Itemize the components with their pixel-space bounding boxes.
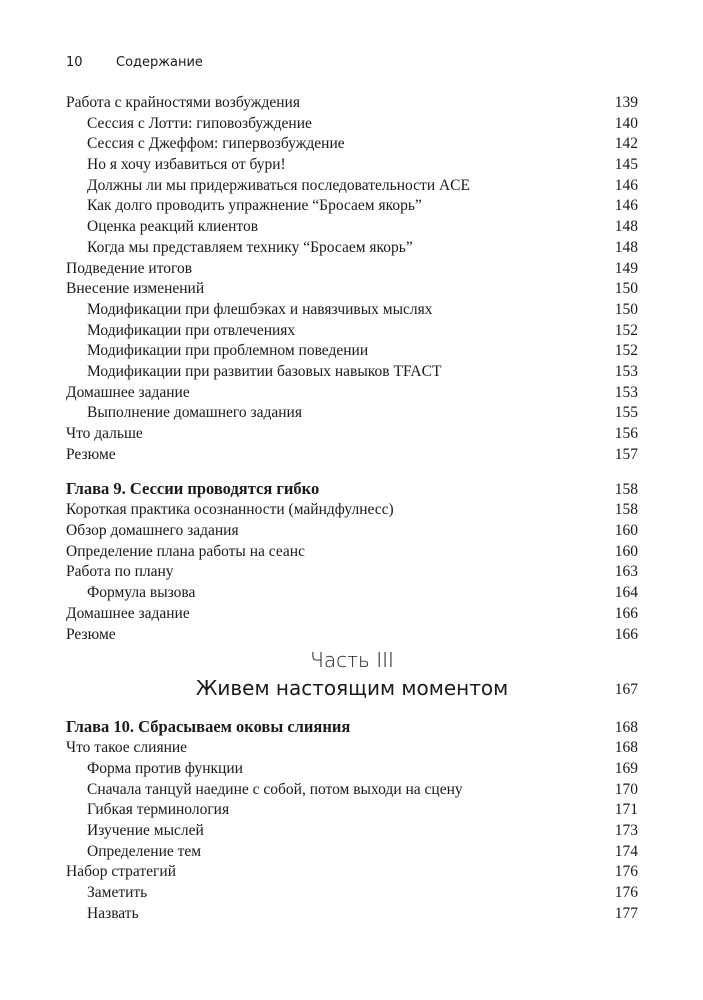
toc-entry[interactable] <box>66 134 638 155</box>
table-of-contents <box>66 93 638 924</box>
toc-entry[interactable] <box>66 780 638 801</box>
toc-entry[interactable] <box>66 362 638 383</box>
toc-entry-page: 146 <box>614 176 638 194</box>
toc-entry-title: Набор стратегий <box>66 863 177 881</box>
toc-entry-page: 149 <box>614 259 638 277</box>
toc-entry-page: 171 <box>614 801 638 819</box>
toc-entry[interactable] <box>66 904 638 925</box>
toc-entry-title: Определение тем <box>87 842 202 860</box>
toc-entry[interactable] <box>66 500 638 521</box>
toc-entry-title: Что такое слияние <box>66 739 188 757</box>
toc-entry-title: Резюме <box>66 445 116 463</box>
toc-entry[interactable] <box>66 738 638 759</box>
toc-entry-title: Модификации при развитии базовых навыков TFACT <box>87 362 442 380</box>
toc-section-b <box>66 500 638 645</box>
toc-entry[interactable] <box>66 583 638 604</box>
chapter-title: Глава 10. Сбрасываем оковы слияния <box>66 717 351 737</box>
chapter-9-heading[interactable] <box>66 477 638 500</box>
toc-entry-page: 152 <box>614 321 638 339</box>
toc-entry-title: Оценка реакций клиентов <box>87 218 259 236</box>
toc-entry-title: Гибкая терминология <box>87 801 230 819</box>
toc-entry-page: 142 <box>614 135 638 153</box>
chapter-title: Глава 9. Сессии проводятся гибко <box>66 479 320 499</box>
toc-entry-page: 170 <box>614 780 638 798</box>
toc-entry-title: Что дальше <box>66 425 143 442</box>
toc-entry-page: 156 <box>614 425 638 442</box>
toc-entry[interactable] <box>66 604 638 625</box>
toc-entry-title: Сессия с Лотти: гиповозбуждение <box>87 114 312 132</box>
toc-entry-page: 153 <box>614 383 638 401</box>
part-title-row <box>66 673 638 703</box>
toc-entry-page: 176 <box>614 884 638 901</box>
toc-entry[interactable] <box>66 196 638 217</box>
toc-entry-page: 148 <box>614 238 638 256</box>
toc-entry-title: Внесение изменений <box>66 280 205 298</box>
toc-entry-page: 163 <box>614 563 638 581</box>
toc-entry-title: Формула вызова <box>87 584 196 602</box>
toc-entry[interactable] <box>66 155 638 176</box>
toc-entry[interactable] <box>66 759 638 780</box>
toc-entry-page: 157 <box>614 445 638 463</box>
part-label: Часть III <box>310 648 394 673</box>
spacer <box>66 465 638 477</box>
toc-entry-title: Домашнее задание <box>66 383 190 401</box>
toc-entry-page: 169 <box>614 759 638 777</box>
toc-entry-page: 148 <box>614 218 638 236</box>
toc-entry-page: 158 <box>614 501 638 519</box>
chapter-10-heading[interactable] <box>66 715 638 738</box>
toc-entry-page: 146 <box>614 197 638 215</box>
toc-entry[interactable] <box>66 217 638 238</box>
toc-entry-title: Но я хочу избавиться от бури! <box>87 156 286 174</box>
toc-entry[interactable] <box>66 862 638 883</box>
toc-entry-page: 177 <box>614 904 638 922</box>
part-title: Живем настоящим моментом <box>195 676 509 701</box>
toc-entry-page: 174 <box>614 842 638 860</box>
toc-entry-title: Сессия с Джеффом: гипервозбуждение <box>87 135 345 153</box>
toc-entry[interactable] <box>66 842 638 863</box>
toc-entry-page: 160 <box>614 542 638 560</box>
spacer <box>66 703 638 715</box>
toc-entry-page: 164 <box>614 584 638 602</box>
toc-entry-title: Назвать <box>87 904 139 922</box>
toc-section-c <box>66 738 638 924</box>
part-page: 167 <box>614 681 638 699</box>
toc-entry-page: 150 <box>614 300 638 318</box>
toc-entry-page: 166 <box>614 604 638 622</box>
toc-entry-title: Определение плана работы на сеанс <box>66 542 305 560</box>
toc-entry-page: 155 <box>614 404 638 422</box>
toc-entry-page: 168 <box>614 739 638 757</box>
toc-entry[interactable] <box>66 279 638 300</box>
toc-entry[interactable] <box>66 114 638 135</box>
toc-entry-title: Модификации при проблемном поведении <box>87 342 369 360</box>
toc-entry-title: Должны ли мы придерживаться последовательности ACE <box>87 176 470 194</box>
toc-section-a <box>66 93 638 465</box>
toc-entry-title: Как долго проводить упражнение “Бросаем якорь” <box>87 197 422 215</box>
toc-entry-title: Выполнение домашнего задания <box>87 404 302 422</box>
toc-entry[interactable] <box>66 625 638 646</box>
running-header <box>66 55 203 70</box>
toc-entry-title: Домашнее задание <box>66 604 190 622</box>
toc-entry-page: 152 <box>614 342 638 360</box>
toc-entry-page: 173 <box>614 821 638 839</box>
toc-entry[interactable] <box>66 321 638 342</box>
toc-entry[interactable] <box>66 176 638 197</box>
toc-entry-page: 160 <box>614 522 638 540</box>
toc-entry[interactable] <box>66 883 638 904</box>
toc-entry-title: Подведение итогов <box>66 259 193 277</box>
toc-entry[interactable] <box>66 259 638 280</box>
toc-entry-page: 150 <box>614 280 638 298</box>
toc-entry[interactable] <box>66 341 638 362</box>
toc-entry-title: Обзор домашнего задания <box>66 522 239 540</box>
toc-entry-title: Резюме <box>66 625 116 643</box>
toc-entry-page: 166 <box>614 625 638 643</box>
toc-entry-title: Изучение мыслей <box>87 821 204 839</box>
toc-entry-title: Работа с крайностями возбуждения <box>66 94 300 111</box>
toc-entry[interactable] <box>66 542 638 563</box>
toc-entry[interactable] <box>66 521 638 542</box>
toc-entry-title: Работа по плану <box>66 563 174 581</box>
running-title: Содержание <box>116 55 203 70</box>
part-3-heading[interactable] <box>66 647 638 703</box>
toc-entry-page: 176 <box>614 863 638 881</box>
toc-entry-title: Короткая практика осознанности (майндфулнесс) <box>66 501 394 519</box>
toc-entry[interactable] <box>66 800 638 821</box>
toc-entry-title: Форма против функции <box>87 759 243 777</box>
toc-entry-page: 139 <box>614 94 638 111</box>
chapter-page: 158 <box>614 481 638 499</box>
toc-entry[interactable] <box>66 403 638 424</box>
toc-entry[interactable] <box>66 821 638 842</box>
toc-entry[interactable] <box>66 93 638 114</box>
toc-entry-title: Заметить <box>87 884 148 901</box>
toc-entry-title: Сначала танцуй наедине с собой, потом выходи на сцену <box>87 780 463 798</box>
toc-entry[interactable] <box>66 300 638 321</box>
toc-entry-page: 153 <box>614 362 638 380</box>
toc-entry-page: 140 <box>614 114 638 132</box>
toc-entry[interactable] <box>66 562 638 583</box>
page-number: 10 <box>66 55 83 70</box>
toc-entry[interactable] <box>66 238 638 259</box>
toc-entry[interactable] <box>66 445 638 466</box>
chapter-page: 168 <box>614 719 638 737</box>
toc-entry[interactable] <box>66 383 638 404</box>
toc-entry-title: Когда мы представляем технику “Бросаем якорь” <box>87 238 413 256</box>
toc-entry-title: Модификации при отвлечениях <box>87 321 296 339</box>
toc-entry-title: Модификации при флешбэках и навязчивых мыслях <box>87 300 433 318</box>
toc-entry[interactable] <box>66 424 638 445</box>
toc-entry-page: 145 <box>614 156 638 174</box>
